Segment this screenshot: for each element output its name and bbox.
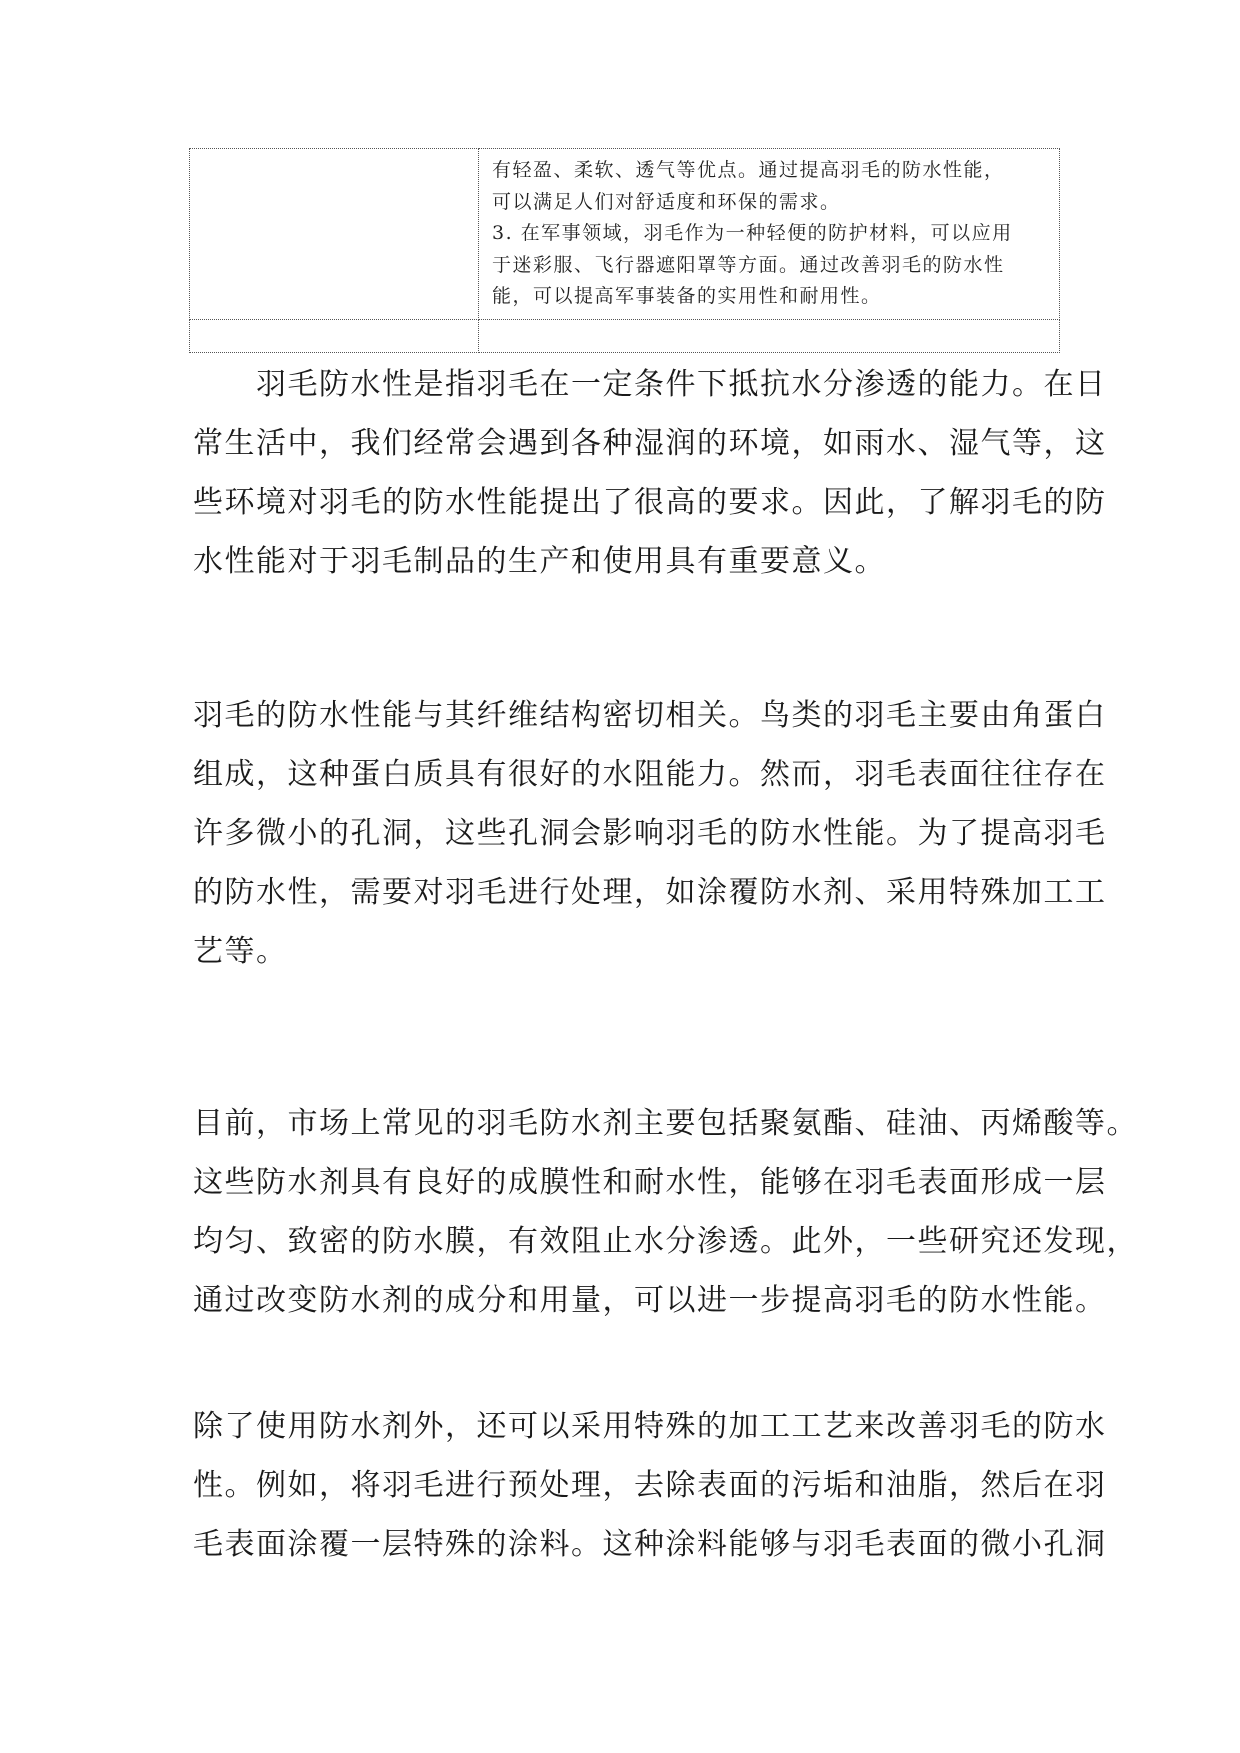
paragraph-line: 组成，这种蛋白质具有很好的水阻能力。然而，羽毛表面往往存在 — [193, 757, 1107, 792]
content-table — [189, 148, 1060, 353]
paragraph-line: 这些防水剂具有良好的成膜性和耐水性，能够在羽毛表面形成一层 — [193, 1165, 1107, 1200]
paragraph-line: 除了使用防水剂外，还可以采用特殊的加工工艺来改善羽毛的防水 — [193, 1409, 1107, 1444]
paragraph-line: 常生活中，我们经常会遇到各种湿润的环境，如雨水、湿气等，这 — [193, 426, 1107, 461]
table-cell-line: 能，可以提高军事装备的实用性和耐用性。 — [492, 285, 882, 307]
paragraph-line: 目前，市场上常见的羽毛防水剂主要包括聚氨酯、硅油、丙烯酸等。 — [193, 1106, 1138, 1141]
table-cell-line: 3. 在军事领域，羽毛作为一种轻便的防护材料，可以应用 — [492, 222, 1013, 244]
paragraph-line: 通过改变防水剂的成分和用量，可以进一步提高羽毛的防水性能。 — [193, 1283, 1107, 1318]
table-cell-right — [479, 319, 1060, 352]
paragraph-line: 羽毛的防水性能与其纤维结构密切相关。鸟类的羽毛主要由角蛋白 — [193, 698, 1107, 733]
paragraph-waterproofing-agents — [193, 1094, 1138, 1330]
paragraph-line: 艺等。 — [193, 934, 288, 969]
table-cell-line: 于迷彩服、飞行器遮阳罩等方面。通过改善羽毛的防水性 — [492, 253, 1005, 276]
table-cell-line: 有轻盈、柔软、透气等优点。通过提高羽毛的防水性能， — [492, 159, 1005, 181]
table-row — [190, 319, 1060, 352]
paragraph-line: 些环境对羽毛的防水性能提出了很高的要求。因此，了解羽毛的防 — [193, 485, 1107, 520]
table-cell-left — [190, 319, 479, 352]
table-row — [190, 149, 1060, 320]
paragraph-line: 均匀、致密的防水膜，有效阻止水分渗透。此外，一些研究还发现， — [193, 1224, 1138, 1259]
paragraph-line: 性。例如，将羽毛进行预处理，去除表面的污垢和油脂，然后在羽 — [193, 1468, 1107, 1503]
table-cell-line: 可以满足人们对舒适度和环保的需求。 — [492, 190, 841, 213]
table-cell-text — [190, 149, 478, 161]
table-cell-right — [479, 149, 1060, 320]
paragraph-line: 羽毛防水性是指羽毛在一定条件下抵抗水分渗透的能力。在日 — [193, 367, 1107, 402]
paragraph-line: 水性能对于羽毛制品的生产和使用具有重要意义。 — [193, 544, 886, 579]
paragraph-line: 毛表面涂覆一层特殊的涂料。这种涂料能够与羽毛表面的微小孔洞 — [193, 1527, 1107, 1562]
paragraph-fiber-structure — [193, 686, 1107, 981]
paragraph-waterproof-definition — [193, 355, 1107, 591]
paragraph-line: 许多微小的孔洞，这些孔洞会影响羽毛的防水性能。为了提高羽毛 — [193, 816, 1107, 851]
paragraph-line: 的防水性，需要对羽毛进行处理，如涂覆防水剂、采用特殊加工工 — [193, 875, 1107, 910]
table-cell-text — [479, 149, 1059, 319]
paragraph-processing-techniques — [193, 1397, 1107, 1574]
table-cell-left — [190, 149, 479, 320]
